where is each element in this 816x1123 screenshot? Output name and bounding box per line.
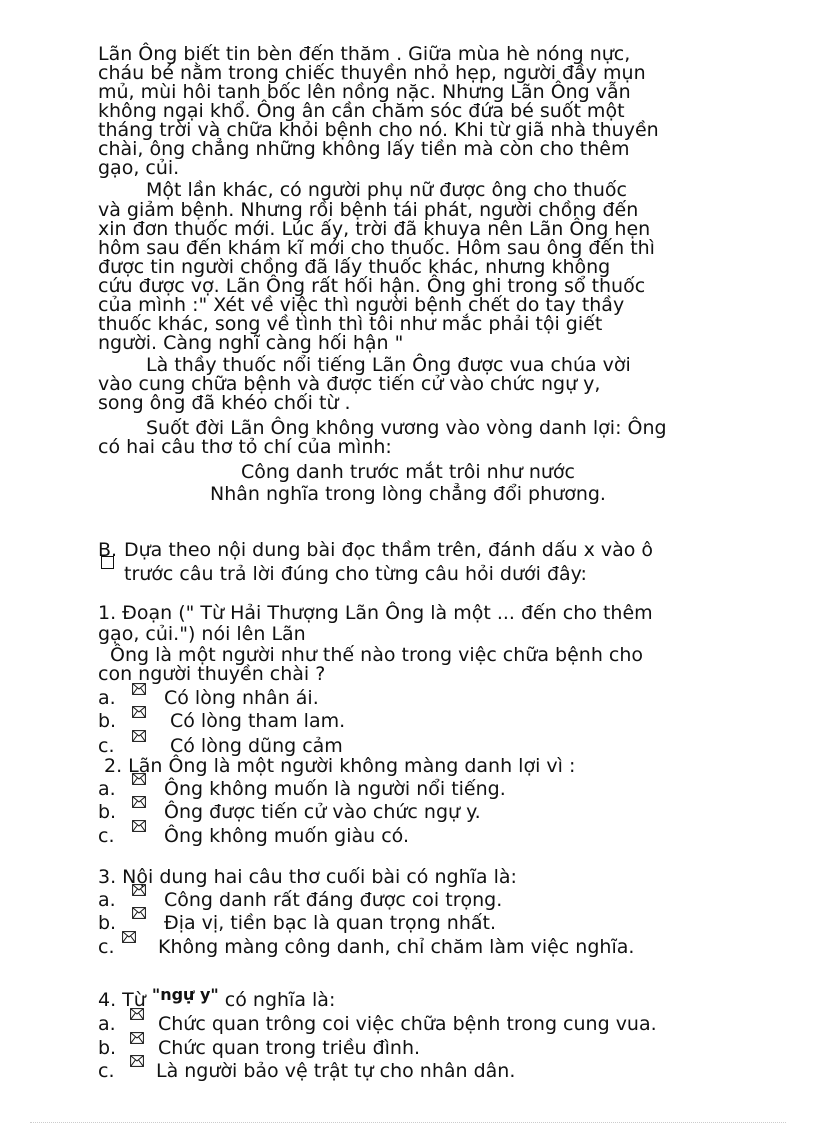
question-text: 3. Nội dung hai câu thơ cuối bài có nghĩa là: [98, 866, 517, 888]
envelope-checkbox-icon[interactable] [130, 1055, 144, 1067]
option-letter: b. [98, 1037, 117, 1059]
option-letter: a. [98, 687, 116, 709]
option-text: Có lòng nhân ái. [164, 687, 319, 709]
envelope-checkbox-icon[interactable] [132, 884, 146, 896]
envelope-checkbox-icon[interactable] [132, 706, 146, 718]
option-letter: a. [98, 1013, 116, 1035]
envelope-checkbox-icon[interactable] [132, 907, 146, 919]
checkbox-icon [101, 556, 114, 569]
passage-line: tháng trời và chữa khỏi bệnh cho nó. Khi từ giã nhà thuyền [98, 119, 659, 141]
option-text: Chức quan trong triều đình. [158, 1037, 421, 1059]
option-text: Ông được tiến cử vào chức ngự y. [164, 801, 481, 823]
envelope-checkbox-icon[interactable] [130, 1032, 144, 1044]
envelope-checkbox-icon[interactable] [130, 1008, 144, 1020]
passage-line: hôm sau đến khám kĩ mới cho thuốc. Hôm sau ông đến thì [98, 237, 655, 259]
passage-line: cứu được vợ. Lãn Ông rất hối hận. Ông ghi trong sổ thuốc [98, 275, 646, 297]
option-text: Công danh rất đáng được coi trọng. [164, 889, 503, 911]
option-letter: b. [98, 912, 117, 934]
option-letter: c. [98, 825, 115, 847]
passage-line: và giảm bệnh. Nhưng rồi bệnh tái phát, người chồng đến [98, 199, 639, 221]
passage-line: vào cung chữa bệnh và được tiến cử vào chức ngự y, [98, 373, 601, 395]
question-text: con người thuyền chài ? [98, 663, 326, 685]
passage-line: không ngại khổ. Ông ân cần chăm sóc đứa bé suốt một [98, 100, 625, 122]
option-text: Ông không muốn là người nổi tiếng. [164, 778, 506, 800]
passage-line: Lãn Ông biết tin bèn đến thăm . Giữa mùa hè nóng nực, [98, 43, 631, 65]
option-text: Không màng công danh, chỉ chăm làm việc nghĩa. [158, 936, 635, 958]
passage-line: Một lần khác, có người phụ nữ được ông cho thuốc [146, 179, 627, 201]
question-text: Ông là một người như thế nào trong việc chữa bệnh cho [110, 644, 644, 666]
option-letter: b. [98, 710, 117, 732]
question-term: "ngự y" [151, 985, 219, 1004]
passage-line: được tin người chồng đã lấy thuốc khác, nhưng không [98, 256, 611, 278]
section-b-instruction: Dựa theo nội dung bài đọc thầm trên, đánh dấu x vào ô [124, 539, 654, 561]
envelope-checkbox-icon[interactable] [122, 931, 136, 943]
section-b-instruction: trước câu trả lời đúng cho từng câu hỏi dưới đây: [124, 563, 587, 585]
passage-line: gạo, củi. [98, 157, 180, 179]
envelope-checkbox-icon[interactable] [132, 730, 146, 742]
option-text: Có lòng dũng cảm [170, 735, 343, 757]
option-letter: c. [98, 936, 115, 958]
envelope-checkbox-icon[interactable] [132, 820, 146, 832]
option-text: Có lòng tham lam. [170, 710, 346, 732]
question-prefix: 4. Từ [98, 989, 152, 1011]
passage-line: song ông đã khéo chối từ . [98, 392, 351, 414]
poem-line: Nhân nghĩa trong lòng chẳng đổi phương. [210, 483, 606, 505]
option-text: Ông không muốn giàu có. [164, 825, 410, 847]
section-b-label: B. [98, 539, 118, 561]
poem-line: Công danh trước mắt trôi như nước [240, 461, 576, 483]
passage-line: người. Càng nghĩ càng hối hận " [98, 332, 404, 354]
option-letter: a. [98, 889, 116, 911]
question-suffix: có nghĩa là: [218, 989, 336, 1011]
passage-line: cháu bé nằm trong chiếc thuyền nhỏ hẹp, người đầy mụn [98, 62, 646, 84]
passage-line: xin đơn thuốc mới. Lúc ấy, trời đã khuya nên Lãn Ông hẹn [98, 218, 651, 240]
passage-line: Suốt đời Lãn Ông không vương vào vòng danh lợi: Ông [146, 417, 667, 439]
passage-line: thuốc khác, song về tình thì tôi như mắc phải tội giết [98, 313, 603, 335]
option-letter: c. [98, 735, 115, 757]
passage-line: của mình :" Xét về việc thì người bệnh chết do tay thầy [98, 294, 625, 316]
option-text: Địa vị, tiền bạc là quan trọng nhất. [164, 912, 497, 934]
question-text: gạo, củi.") nói lên Lãn [98, 623, 306, 645]
option-letter: b. [98, 801, 117, 823]
option-text: Chức quan trông coi việc chữa bệnh trong cung vua. [158, 1013, 657, 1035]
passage-line: mủ, mùi hôi tanh bốc lên nồng nặc. Nhưng Lãn Ông vẫn [98, 81, 631, 103]
passage-line: có hai câu thơ tỏ chí của mình: [98, 436, 392, 458]
option-letter: a. [98, 778, 116, 800]
passage-line: Là thầy thuốc nổi tiếng Lãn Ông được vua chúa vời [146, 354, 631, 376]
question-text: 1. Đoạn (" Từ Hải Thượng Lãn Ông là một ... đến cho thêm [98, 602, 653, 624]
envelope-checkbox-icon[interactable] [132, 796, 146, 808]
question-text: 2. Lãn Ông là một người không màng danh lợi vì : [104, 755, 576, 777]
envelope-checkbox-icon[interactable] [132, 773, 146, 785]
envelope-checkbox-icon[interactable] [132, 683, 146, 695]
option-text: Là người bảo vệ trật tự cho nhân dân. [156, 1060, 516, 1082]
passage-line: chài, ông chẳng những không lấy tiền mà còn cho thêm [98, 138, 630, 160]
option-letter: c. [98, 1060, 115, 1082]
